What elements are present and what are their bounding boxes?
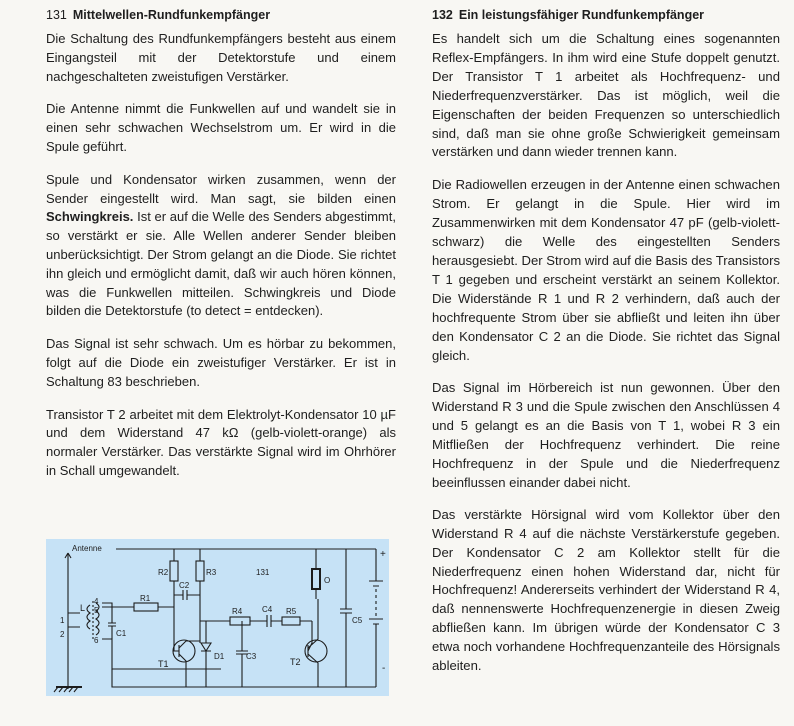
section-title: Mittelwellen-Rundfunkempfänger (72, 8, 271, 22)
r1-resistor-icon (134, 603, 158, 611)
paragraph-text: Spule und Kondensator wirken zusammen, wenn der Sender eingestellt wird. Man sagt, sie bilden einen (46, 171, 396, 206)
paragraph: Die Antenne nimmt die Funkwellen auf und wandelt sie in einen sehr schwachen Wechselstrom um. Er wird in die Spule geführt. (46, 101, 396, 154)
label-antenna: Antenne (72, 544, 102, 553)
paragraph: Das Signal ist sehr schwach. Um es hörbar zu bekommen, folgt auf die Diode ein zweistufiger Verstärker. Er ist in Schaltung 83 beschrieben. (46, 336, 396, 389)
label-t6: 6 (94, 636, 99, 645)
bottom-rail (112, 669, 376, 687)
label-t1: 1 (60, 616, 65, 625)
label-c2: C2 (179, 581, 190, 590)
label-r2: R2 (158, 568, 169, 577)
circuit-diagram (46, 539, 389, 696)
paragraph: Das Signal im Hörbereich ist nun gewonnen. Über den Widerstand R 3 und die Spule zwischen den Anschlüssen 4 und 5 gelangt es an die Basis von T 1, wobei R 3 ein Mitfließen der Hochfrequenz verhindert. Die reine Hochfrequenz in der Spule und die Niederfrequenz beeinflussen einander dabei nicht. (432, 380, 780, 490)
left-column (46, 6, 396, 495)
paragraph-text: Ist er auf die Welle des Senders abgestimmt, so verstärkt er sie. Alle Wellen anderer Sender bleiben unberücksichtigt. Der Strom gelangt an die Diode. Sie richtet ihn gleich und ermöglicht damit, daß wir auch hören können, was die Funkwellen mitteilen. Schwingkreis und Diode bilden die Detektorstufe (to detect = entdecken). (46, 209, 396, 319)
label-t5: 5 (94, 606, 99, 615)
coil-secondary-icon (87, 605, 90, 629)
label-coil: L (80, 603, 86, 613)
coil-taps (68, 613, 80, 627)
section-heading-132 (432, 6, 780, 24)
c4-capacitor-icon (260, 615, 278, 627)
t1-leads (174, 641, 200, 687)
label-r3: R3 (206, 568, 217, 577)
label-minus: - (382, 663, 386, 674)
c1-capacitor-icon (108, 613, 116, 639)
right-column (432, 6, 780, 690)
c5-capacitor-icon (340, 549, 352, 687)
label-earphone: O (324, 576, 331, 585)
r4-resistor-icon (230, 617, 250, 625)
circuit-schematic (46, 539, 389, 696)
t2-leads (308, 599, 318, 687)
label-c1: C1 (116, 629, 127, 638)
label-t4: 4 (94, 597, 99, 606)
section-title: Ein leistungsfähiger Rundfunkempfänger (458, 8, 705, 22)
term-schwingkreis: Schwingkreis. (46, 209, 134, 225)
label-plus: + (380, 549, 386, 560)
label-t2-transistor: T2 (290, 657, 301, 667)
paragraph: Das verstärkte Hörsignal wird vom Kollektor über den Widerstand R 4 auf die nächste Verstärkerstufe gegeben. Der Kondensator C 2 am Kollektor stellt für die Niederfrequenz einen hohen Widerstand dar, nicht für Hochfrequenz! Andererseits verhindert der Widerstand R 4, daß nennenswerte Hochfrequenzenergie in diesen Zweig abfließen kann. Im übrigen würde der Kondensator C 3 etwa noch vorhandene Hochfrequenzanteile des Hörsignals ableiten. (432, 506, 780, 674)
label-circuit-number: 131 (256, 568, 270, 577)
earphone-icon (312, 569, 320, 589)
r2-resistor-icon (170, 561, 178, 581)
label-r4: R4 (232, 607, 243, 616)
paragraph: Transistor T 2 arbeitet mit dem Elektrolyt-Kondensator 10 µF und dem Widerstand 47 kΩ (gelb-violett-orange) als normaler Verstärker. Das verstärkte Signal wird im Ohrhörer in Schall umgewandelt. (46, 406, 396, 478)
paragraph: Die Schaltung des Rundfunkempfängers besteht aus einem Eingangsteil mit der Detektorstufe und einem nachgeschalteten zweistufigen Verstärker. (46, 31, 396, 84)
r5-resistor-icon (282, 617, 300, 625)
battery-icon (369, 549, 386, 687)
label-c5: C5 (352, 616, 363, 625)
section-heading-131 (46, 6, 396, 24)
section-number: 131 (46, 8, 67, 22)
c2-capacitor-icon (174, 590, 200, 600)
label-r1: R1 (140, 594, 151, 603)
label-c4: C4 (262, 605, 273, 614)
label-r5: R5 (286, 607, 297, 616)
label-t1-transistor: T1 (158, 659, 169, 669)
section-number: 132 (432, 8, 453, 22)
label-d1: D1 (214, 652, 225, 661)
d1-diode-icon (201, 621, 211, 687)
paragraph (46, 171, 396, 321)
label-c3: C3 (246, 652, 257, 661)
r3-resistor-icon (196, 561, 204, 581)
label-t2: 2 (60, 630, 65, 639)
paragraph: Die Radiowellen erzeugen in der Antenne einen schwachen Strom. Er gelangt in die Spule. Hier wird im Zusammenwirken mit dem Kondensator 47 pF (gelb-violett-schwarz) die Welle des eingestellten Senders herausgesiebt. Der Strom wird auf die Basis des Transistors T 1 gegeben und erscheint verstärkt an seinem Kollektor. Die Widerstände R 1 und R 2 verhindern, daß auch der hochfrequente Strom über sie abfließt und leiten ihn über den Kondensator C 2 an die Diode. Sie richtet das Signal gleich. (432, 177, 780, 363)
paragraph: Es handelt sich um die Schaltung eines sogenannten Reflex-Empfängers. In ihm wird eine Stufe doppelt genutzt. Der Transistor T 1 arbeitet als Hochfrequenz- und Niederfrequenzverstärker. Das ist möglich, weil die Eigenschaften der beiden Frequenzen so unterschiedlich sind, daß man sie ohne große Schwierigkeit gemeinsam verstärken und dann wieder trennen kann. (432, 31, 780, 160)
